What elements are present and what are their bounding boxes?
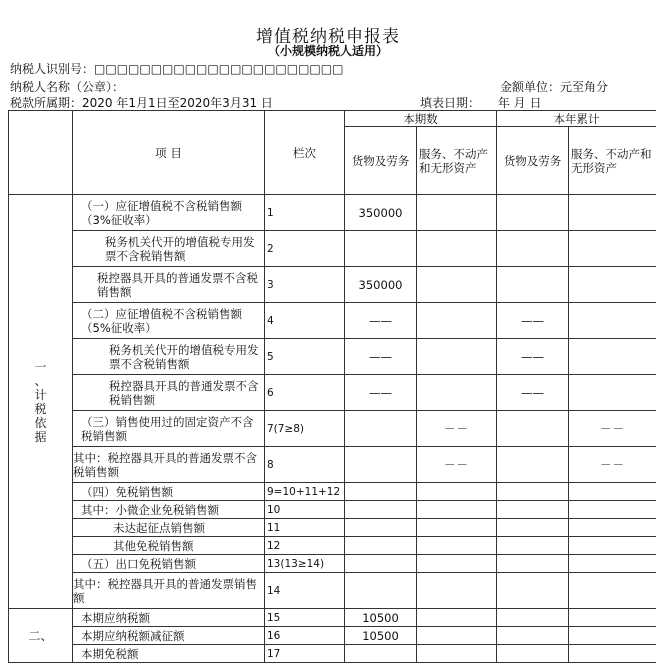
row-line-number: 1 [265, 195, 345, 231]
cell-cumulative-services[interactable] [569, 519, 656, 537]
cell-current-services[interactable] [417, 195, 497, 231]
table-row [9, 483, 656, 501]
table-row [9, 303, 656, 339]
cell-cumulative-goods[interactable] [497, 501, 569, 519]
cell-current-services[interactable]: －－ [417, 411, 497, 447]
cell-current-goods[interactable]: 350000 [345, 267, 417, 303]
col-current-services: 服务、不动产和无形资产 [417, 127, 497, 195]
table-row [9, 195, 656, 231]
table-body [9, 195, 656, 663]
cell-cumulative-goods[interactable] [497, 537, 569, 555]
cell-current-services[interactable] [417, 609, 497, 627]
cell-cumulative-services[interactable]: －－ [569, 411, 656, 447]
row-item-label: （二）应征增值税不含税销售额（5%征收率） [73, 303, 265, 339]
fill-date [420, 94, 541, 111]
taxpayer-name-label: 纳税人名称（公章）： [10, 78, 124, 95]
cell-cumulative-goods[interactable] [497, 267, 569, 303]
cell-cumulative-services[interactable] [569, 501, 656, 519]
cell-current-goods[interactable]: —— [345, 303, 417, 339]
cell-cumulative-services[interactable] [569, 375, 656, 411]
cell-current-services[interactable] [417, 375, 497, 411]
form-title: 增值税纳税申报表 [0, 22, 656, 47]
fill-date-label: 填表日期： [420, 96, 480, 110]
tax-period-value: 2020 年1月1日至2020年3月31 日 [82, 96, 273, 110]
cell-cumulative-services[interactable] [569, 303, 656, 339]
cell-current-goods[interactable]: 10500 [345, 609, 417, 627]
table-row [9, 627, 656, 645]
cell-cumulative-services[interactable] [569, 483, 656, 501]
row-line-number: 11 [265, 519, 345, 537]
col-current-goods: 货物及劳务 [345, 127, 417, 195]
row-line-number: 14 [265, 573, 345, 609]
row-item-label: 其中：税控器具开具的普通发票销售额 [73, 573, 265, 609]
cell-current-goods[interactable]: 10500 [345, 627, 417, 645]
cell-cumulative-services[interactable] [569, 231, 656, 267]
cell-cumulative-goods[interactable] [497, 447, 569, 483]
row-line-number: 15 [265, 609, 345, 627]
col-cumulative-header: 本年累计 [497, 111, 656, 127]
row-line-number: 4 [265, 303, 345, 339]
table-row [9, 231, 656, 267]
amount-unit: 金额单位：元至角分 [500, 78, 608, 95]
cell-current-services[interactable] [417, 231, 497, 267]
row-item-label: 本期免税额 [73, 645, 265, 663]
col-item-header: 项 目 [73, 111, 265, 195]
form-subtitle: （小规模纳税人适用） [0, 42, 656, 59]
cell-cumulative-services[interactable] [569, 645, 656, 663]
cell-cumulative-services[interactable] [569, 195, 656, 231]
cell-current-goods[interactable]: —— [345, 375, 417, 411]
header-blank [9, 111, 73, 195]
cell-cumulative-goods[interactable]: —— [497, 339, 569, 375]
row-line-number: 6 [265, 375, 345, 411]
cell-current-goods[interactable] [345, 645, 417, 663]
row-item-label: （五）出口免税销售额 [73, 555, 265, 573]
cell-current-services[interactable] [417, 573, 497, 609]
cell-current-goods[interactable]: 350000 [345, 195, 417, 231]
row-item-label: （一）应征增值税不含税销售额（3%征收率） [73, 195, 265, 231]
cell-current-services[interactable] [417, 555, 497, 573]
cell-cumulative-services[interactable]: －－ [569, 447, 656, 483]
table-row [9, 573, 656, 609]
cell-cumulative-goods[interactable]: —— [497, 303, 569, 339]
tax-period-label: 税款所属期： [10, 96, 82, 110]
row-item-label: 税务机关代开的增值税专用发票不含税销售额 [73, 231, 265, 267]
row-line-number: 13(13≥14) [265, 555, 345, 573]
cell-cumulative-goods[interactable] [497, 195, 569, 231]
table-row [9, 555, 656, 573]
row-line-number: 9=10+11+12 [265, 483, 345, 501]
col-line-header: 栏次 [265, 111, 345, 195]
taxpayer-id-boxes[interactable]: □□□□□□□□□□□□□□□□□□□□□□ [94, 62, 343, 76]
table-row [9, 501, 656, 519]
cell-current-goods[interactable]: —— [345, 339, 417, 375]
table-row [9, 411, 656, 447]
row-item-label: 其中：税控器具开具的普通发票不含税销售额 [73, 447, 265, 483]
taxpayer-id-row [10, 60, 343, 77]
cell-cumulative-goods[interactable]: —— [497, 375, 569, 411]
cell-cumulative-goods[interactable] [497, 231, 569, 267]
table-row [9, 537, 656, 555]
row-line-number: 5 [265, 339, 345, 375]
table-row [9, 645, 656, 663]
cell-cumulative-services[interactable] [569, 267, 656, 303]
cell-cumulative-goods[interactable] [497, 519, 569, 537]
cell-current-goods[interactable] [345, 537, 417, 555]
cell-current-services[interactable] [417, 645, 497, 663]
cell-current-services[interactable] [417, 519, 497, 537]
row-line-number: 17 [265, 645, 345, 663]
col-cumulative-services: 服务、不动产和无形资产 [569, 127, 656, 195]
row-item-label: （三）销售使用过的固定资产不含税销售额 [73, 411, 265, 447]
cell-cumulative-goods[interactable] [497, 483, 569, 501]
tax-return-table [8, 110, 656, 663]
cell-current-goods[interactable] [345, 519, 417, 537]
cell-current-goods[interactable] [345, 555, 417, 573]
cell-current-services[interactable] [417, 339, 497, 375]
cell-current-services[interactable] [417, 627, 497, 645]
cell-cumulative-services[interactable] [569, 609, 656, 627]
row-item-label: 税务机关代开的增值税专用发票不含税销售额 [73, 339, 265, 375]
row-item-label: 税控器具开具的普通发票不含税销售额 [73, 267, 265, 303]
tax-period [10, 94, 273, 111]
row-item-label: 税控器具开具的普通发票不含税销售额 [73, 375, 265, 411]
table-row [9, 339, 656, 375]
table-row [9, 519, 656, 537]
cell-current-services[interactable]: －－ [417, 447, 497, 483]
row-line-number: 3 [265, 267, 345, 303]
cell-current-services[interactable] [417, 501, 497, 519]
cell-cumulative-goods[interactable] [497, 411, 569, 447]
cell-current-goods[interactable] [345, 447, 417, 483]
section-1-label: 一 、 计 税 依 据 [9, 195, 73, 609]
cell-current-services[interactable] [417, 267, 497, 303]
row-line-number: 7(7≥8) [265, 411, 345, 447]
cell-cumulative-services[interactable] [569, 339, 656, 375]
row-line-number: 12 [265, 537, 345, 555]
row-item-label: 未达起征点销售额 [73, 519, 265, 537]
row-line-number: 10 [265, 501, 345, 519]
fill-date-value[interactable]: 年 月 日 [498, 96, 542, 110]
cell-current-goods[interactable] [345, 231, 417, 267]
cell-cumulative-goods[interactable] [497, 555, 569, 573]
row-item-label: 其他免税销售额 [73, 537, 265, 555]
cell-cumulative-services[interactable] [569, 555, 656, 573]
row-item-label: 本期应纳税额减征额 [73, 627, 265, 645]
table-row [9, 609, 656, 627]
table-row [9, 447, 656, 483]
cell-current-goods[interactable] [345, 483, 417, 501]
cell-cumulative-goods[interactable] [497, 573, 569, 609]
cell-current-goods[interactable] [345, 411, 417, 447]
row-line-number: 8 [265, 447, 345, 483]
cell-current-services[interactable] [417, 303, 497, 339]
row-line-number: 16 [265, 627, 345, 645]
table-row [9, 375, 656, 411]
row-line-number: 2 [265, 231, 345, 267]
cell-current-goods[interactable] [345, 501, 417, 519]
cell-current-goods[interactable] [345, 573, 417, 609]
col-current-header: 本期数 [345, 111, 497, 127]
cell-cumulative-goods[interactable] [497, 645, 569, 663]
row-item-label: （四）免税销售额 [73, 483, 265, 501]
row-item-label: 本期应纳税额 [73, 609, 265, 627]
row-item-label: 其中：小微企业免税销售额 [73, 501, 265, 519]
table-row [9, 267, 656, 303]
taxpayer-id-label: 纳税人识别号： [10, 62, 94, 76]
cell-cumulative-goods[interactable] [497, 609, 569, 627]
cell-current-services[interactable] [417, 483, 497, 501]
cell-cumulative-services[interactable] [569, 573, 656, 609]
cell-cumulative-services[interactable] [569, 627, 656, 645]
cell-cumulative-services[interactable] [569, 537, 656, 555]
section-2-label: 二、 [9, 609, 73, 663]
col-cumulative-goods: 货物及劳务 [497, 127, 569, 195]
cell-cumulative-goods[interactable] [497, 627, 569, 645]
cell-current-services[interactable] [417, 537, 497, 555]
